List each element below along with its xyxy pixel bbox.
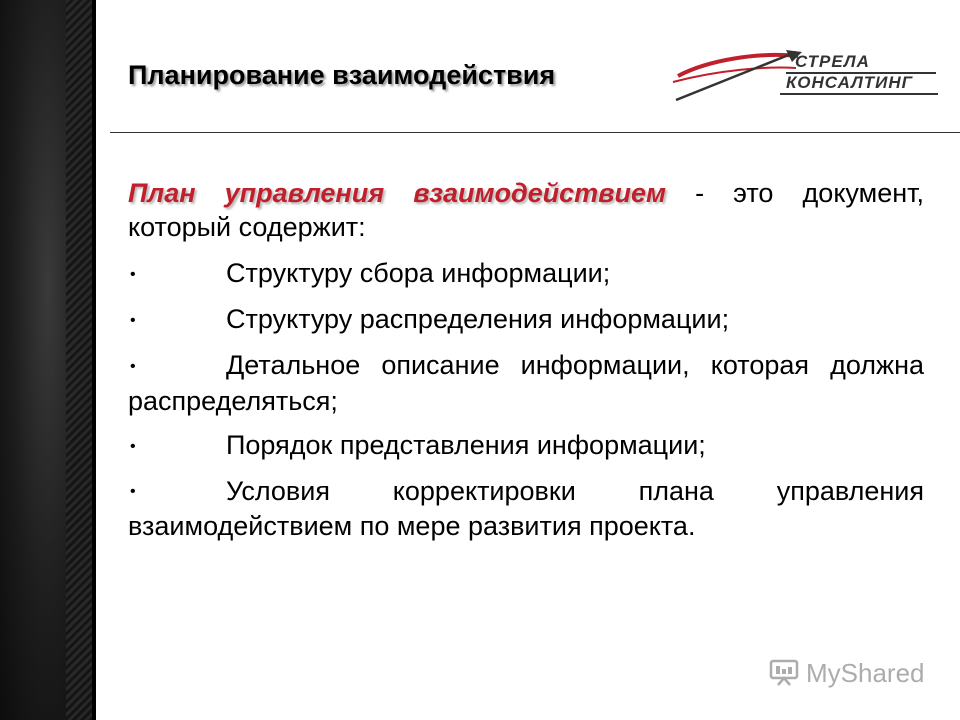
logo-text-line2: КОНСАЛТИНГ xyxy=(786,73,914,92)
bullet-text: Порядок представления информации; xyxy=(226,429,706,460)
watermark xyxy=(768,655,925,691)
bullet-item xyxy=(128,474,924,544)
side-decorative-band xyxy=(0,0,96,720)
bullet-icon: • xyxy=(130,311,136,329)
bullet-text: Детальное описание информации, которая должна распределяться; xyxy=(128,349,924,416)
bullet-text: Условия корректировки плана управления взаимодействием по мере развития проекта. xyxy=(128,475,924,542)
intro-text: - это документ, который содержит: xyxy=(128,178,924,242)
bullet-item xyxy=(128,256,924,292)
highlighted-term: План управления взаимодействием xyxy=(128,178,666,208)
bullet-item xyxy=(128,428,924,464)
company-logo xyxy=(668,42,943,108)
slide-body xyxy=(128,176,924,553)
side-band-edge xyxy=(92,0,96,720)
bullet-item xyxy=(128,348,924,418)
bullet-icon: • xyxy=(130,357,136,375)
presentation-board-icon xyxy=(768,657,800,689)
title-divider xyxy=(110,132,960,133)
bullet-text: Структуру сбора информации; xyxy=(226,258,611,288)
bullet-icon: • xyxy=(130,483,136,501)
bullet-item xyxy=(128,302,924,338)
watermark-text: MyShared xyxy=(806,657,925,688)
slide-title: Планирование взаимодействия xyxy=(128,60,556,90)
bullet-icon: • xyxy=(130,437,136,455)
bullet-icon: • xyxy=(130,265,136,283)
intro-paragraph xyxy=(128,176,924,244)
bullet-text: Структуру распределения информации; xyxy=(226,303,730,334)
logo-text-line1: СТРЕЛА xyxy=(795,52,870,71)
